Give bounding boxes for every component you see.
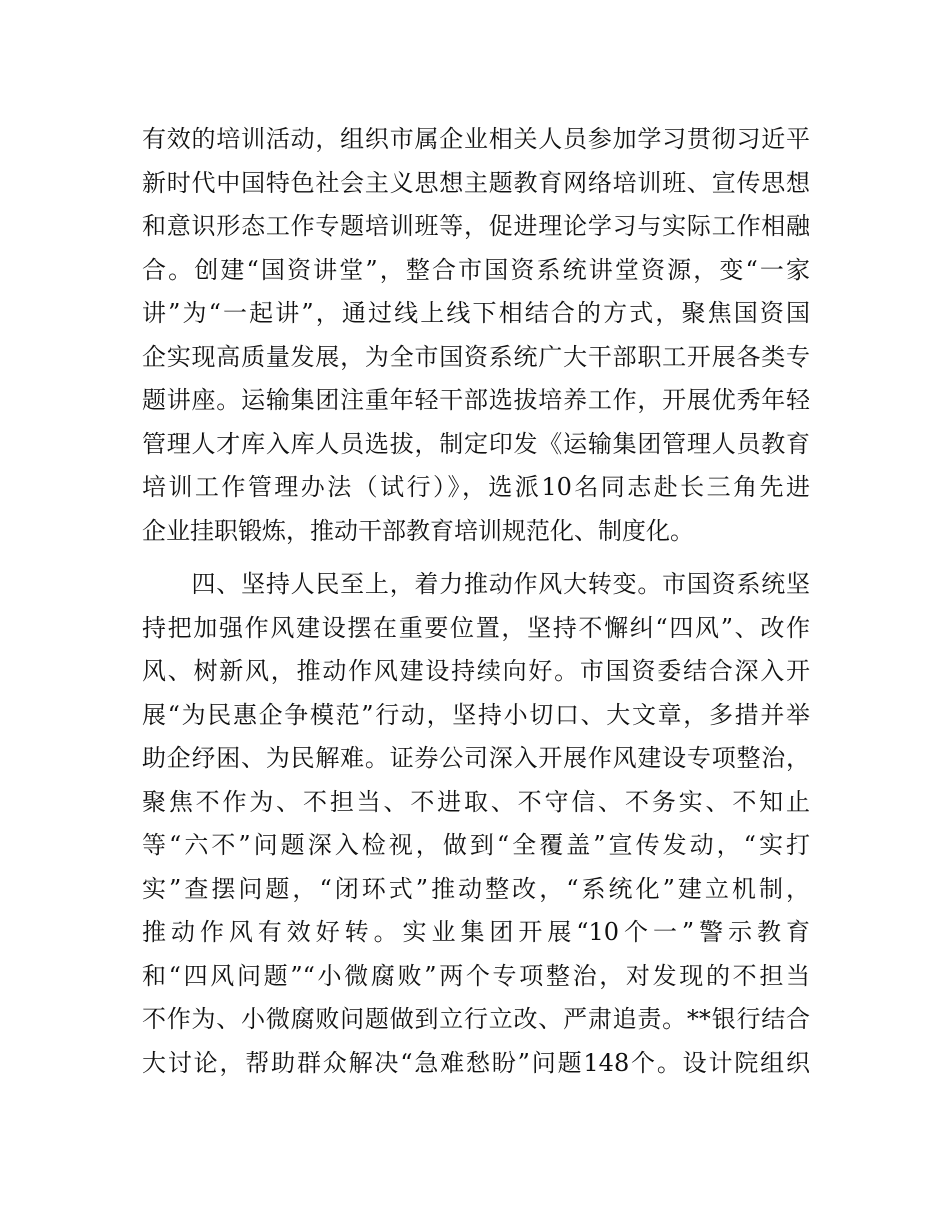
text-line: 等“六不”问题深入检视，做到“全覆盖”宣传发动，“实打 [142, 831, 810, 859]
text-line: 题讲座。运输集团注重年轻干部选拔培养工作，开展优秀年轻 [142, 386, 810, 414]
paragraph [142, 118, 810, 553]
text-line: 讲”为“一起讲”，通过线上线下相结合的方式，聚焦国资国 [142, 299, 810, 327]
document-body [142, 118, 810, 1085]
text-line: 风、树新风，推动作风建设持续向好。市国资委结合深入开 [142, 657, 810, 685]
text-line: 企实现高质量发展，为全市国资系统广大干部职工开展各类专 [142, 342, 810, 371]
text-line: 和意识形态工作专题培训班等，促进理论学习与实际工作相融 [142, 212, 810, 240]
text-line: 不作为、小微腐败问题做到立行立改、严肃追责。**银行结合 [142, 1005, 810, 1033]
text-line: 四、坚持人民至上，着力推动作风大转变。市国资系统坚 [142, 570, 810, 598]
text-line: 大讨论，帮助群众解决“急难愁盼”问题148个。设计院组织 [142, 1048, 810, 1077]
text-line: 聚焦不作为、不担当、不进取、不守信、不务实、不知止 [142, 787, 810, 816]
text-line: 展“为民惠企争模范”行动，坚持小切口、大文章，多措并举 [142, 700, 810, 729]
text-line: 持把加强作风建设摆在重要位置，坚持不懈纠“四风”、改作 [142, 613, 810, 642]
text-line: 助企纾困、为民解难。证券公司深入开展作风建设专项整治， [142, 744, 810, 772]
text-line: 和“四风问题”“小微腐败”两个专项整治，对发现的不担当 [142, 961, 810, 990]
paragraph [142, 563, 810, 1085]
text-line: 培训工作管理办法（试行）》，选派10名同志赴长三角先进 [142, 473, 810, 501]
text-line: 管理人才库入库人员选拔，制定印发《运输集团管理人员教育 [142, 429, 810, 458]
text-line: 有效的培训活动，组织市属企业相关人员参加学习贯彻习近平 [142, 125, 810, 153]
text-line: 推动作风有效好转。实业集团开展“10个一”警示教育 [142, 918, 810, 946]
text-line: 企业挂职锻炼，推动干部教育培训规范化、制度化。 [142, 516, 694, 545]
text-line: 新时代中国特色社会主义思想主题教育网络培训班、宣传思想 [142, 168, 810, 197]
text-line: 合。创建“国资讲堂”，整合市国资系统讲堂资源，变“一家 [142, 255, 810, 284]
text-line: 实”查摆问题，“闭环式”推动整改，“系统化”建立机制， [142, 874, 810, 903]
